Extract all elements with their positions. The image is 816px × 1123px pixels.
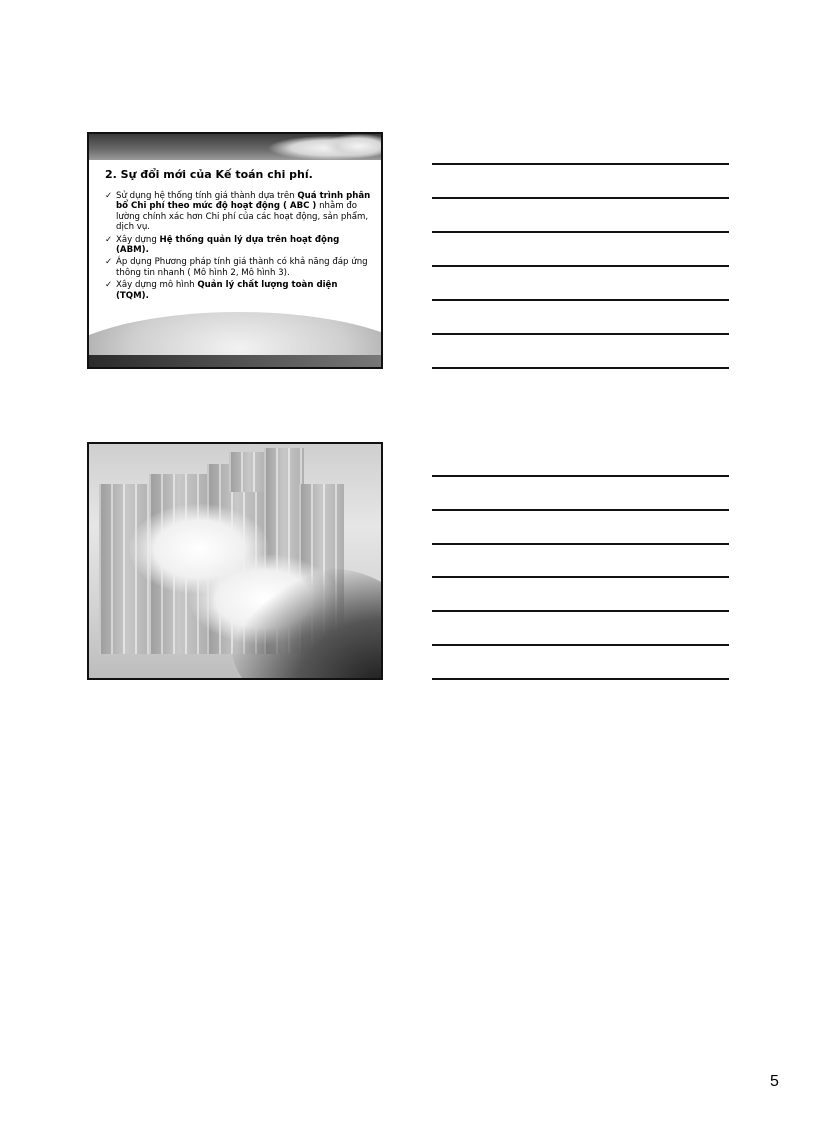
- note-line: [432, 509, 729, 511]
- bullet-text: Áp dụng Phương pháp tính giá thành có khả năng đáp ứng thông tin nhanh ( Mô hình 2, Mô hình 3).: [116, 257, 368, 278]
- note-line: [432, 333, 729, 335]
- checkmark-icon: ✓: [105, 280, 113, 291]
- bullet-item: [105, 257, 371, 278]
- bullet-item: [105, 191, 371, 233]
- note-line: [432, 576, 729, 578]
- slide-footer-band: [89, 355, 381, 367]
- bullet-text: Xây dựng: [116, 234, 160, 245]
- slide-title: 2. Sự đổi mới của Kế toán chi phí.: [105, 168, 313, 181]
- note-line: [432, 299, 729, 301]
- page-number: 5: [770, 1073, 779, 1090]
- bullet-text: Sử dụng hệ thống tính giá thành dựa trên: [116, 191, 298, 201]
- checkmark-icon: ✓: [105, 234, 113, 245]
- slide-header-band: [89, 134, 381, 160]
- bullet-text-bold: Hệ thống quản lý dựa trên hoạt động (ABM).: [116, 234, 340, 256]
- note-line: [432, 475, 729, 477]
- bullet-text-bold: Quá trình phân bổ Chi phí theo mức độ hoạt động ( ABC ): [116, 191, 371, 212]
- checkmark-icon: ✓: [105, 257, 113, 268]
- note-line: [432, 163, 729, 165]
- note-line: [432, 367, 729, 369]
- note-line: [432, 644, 729, 646]
- bullet-list: [105, 191, 371, 301]
- note-line: [432, 610, 729, 612]
- bullet-text: nhằm đo lường chính xác hơn Chi phí của các hoạt động, sản phẩm, dịch vụ.: [116, 201, 369, 233]
- checkmark-icon: ✓: [105, 191, 113, 201]
- slide-thumbnail-2: [87, 442, 383, 680]
- note-line: [432, 543, 729, 545]
- bullet-item: [105, 280, 371, 301]
- slide-content: [105, 168, 371, 303]
- note-line: [432, 197, 729, 199]
- slide-thumbnail-1: [87, 132, 383, 369]
- note-line: [432, 231, 729, 233]
- bullet-item: [105, 235, 371, 256]
- bullet-text: Xây dựng mô hình: [116, 280, 198, 291]
- bullet-text-bold: Quản lý chất lượng toàn diện (TQM).: [116, 280, 338, 301]
- note-line: [432, 678, 729, 680]
- note-line: [432, 265, 729, 267]
